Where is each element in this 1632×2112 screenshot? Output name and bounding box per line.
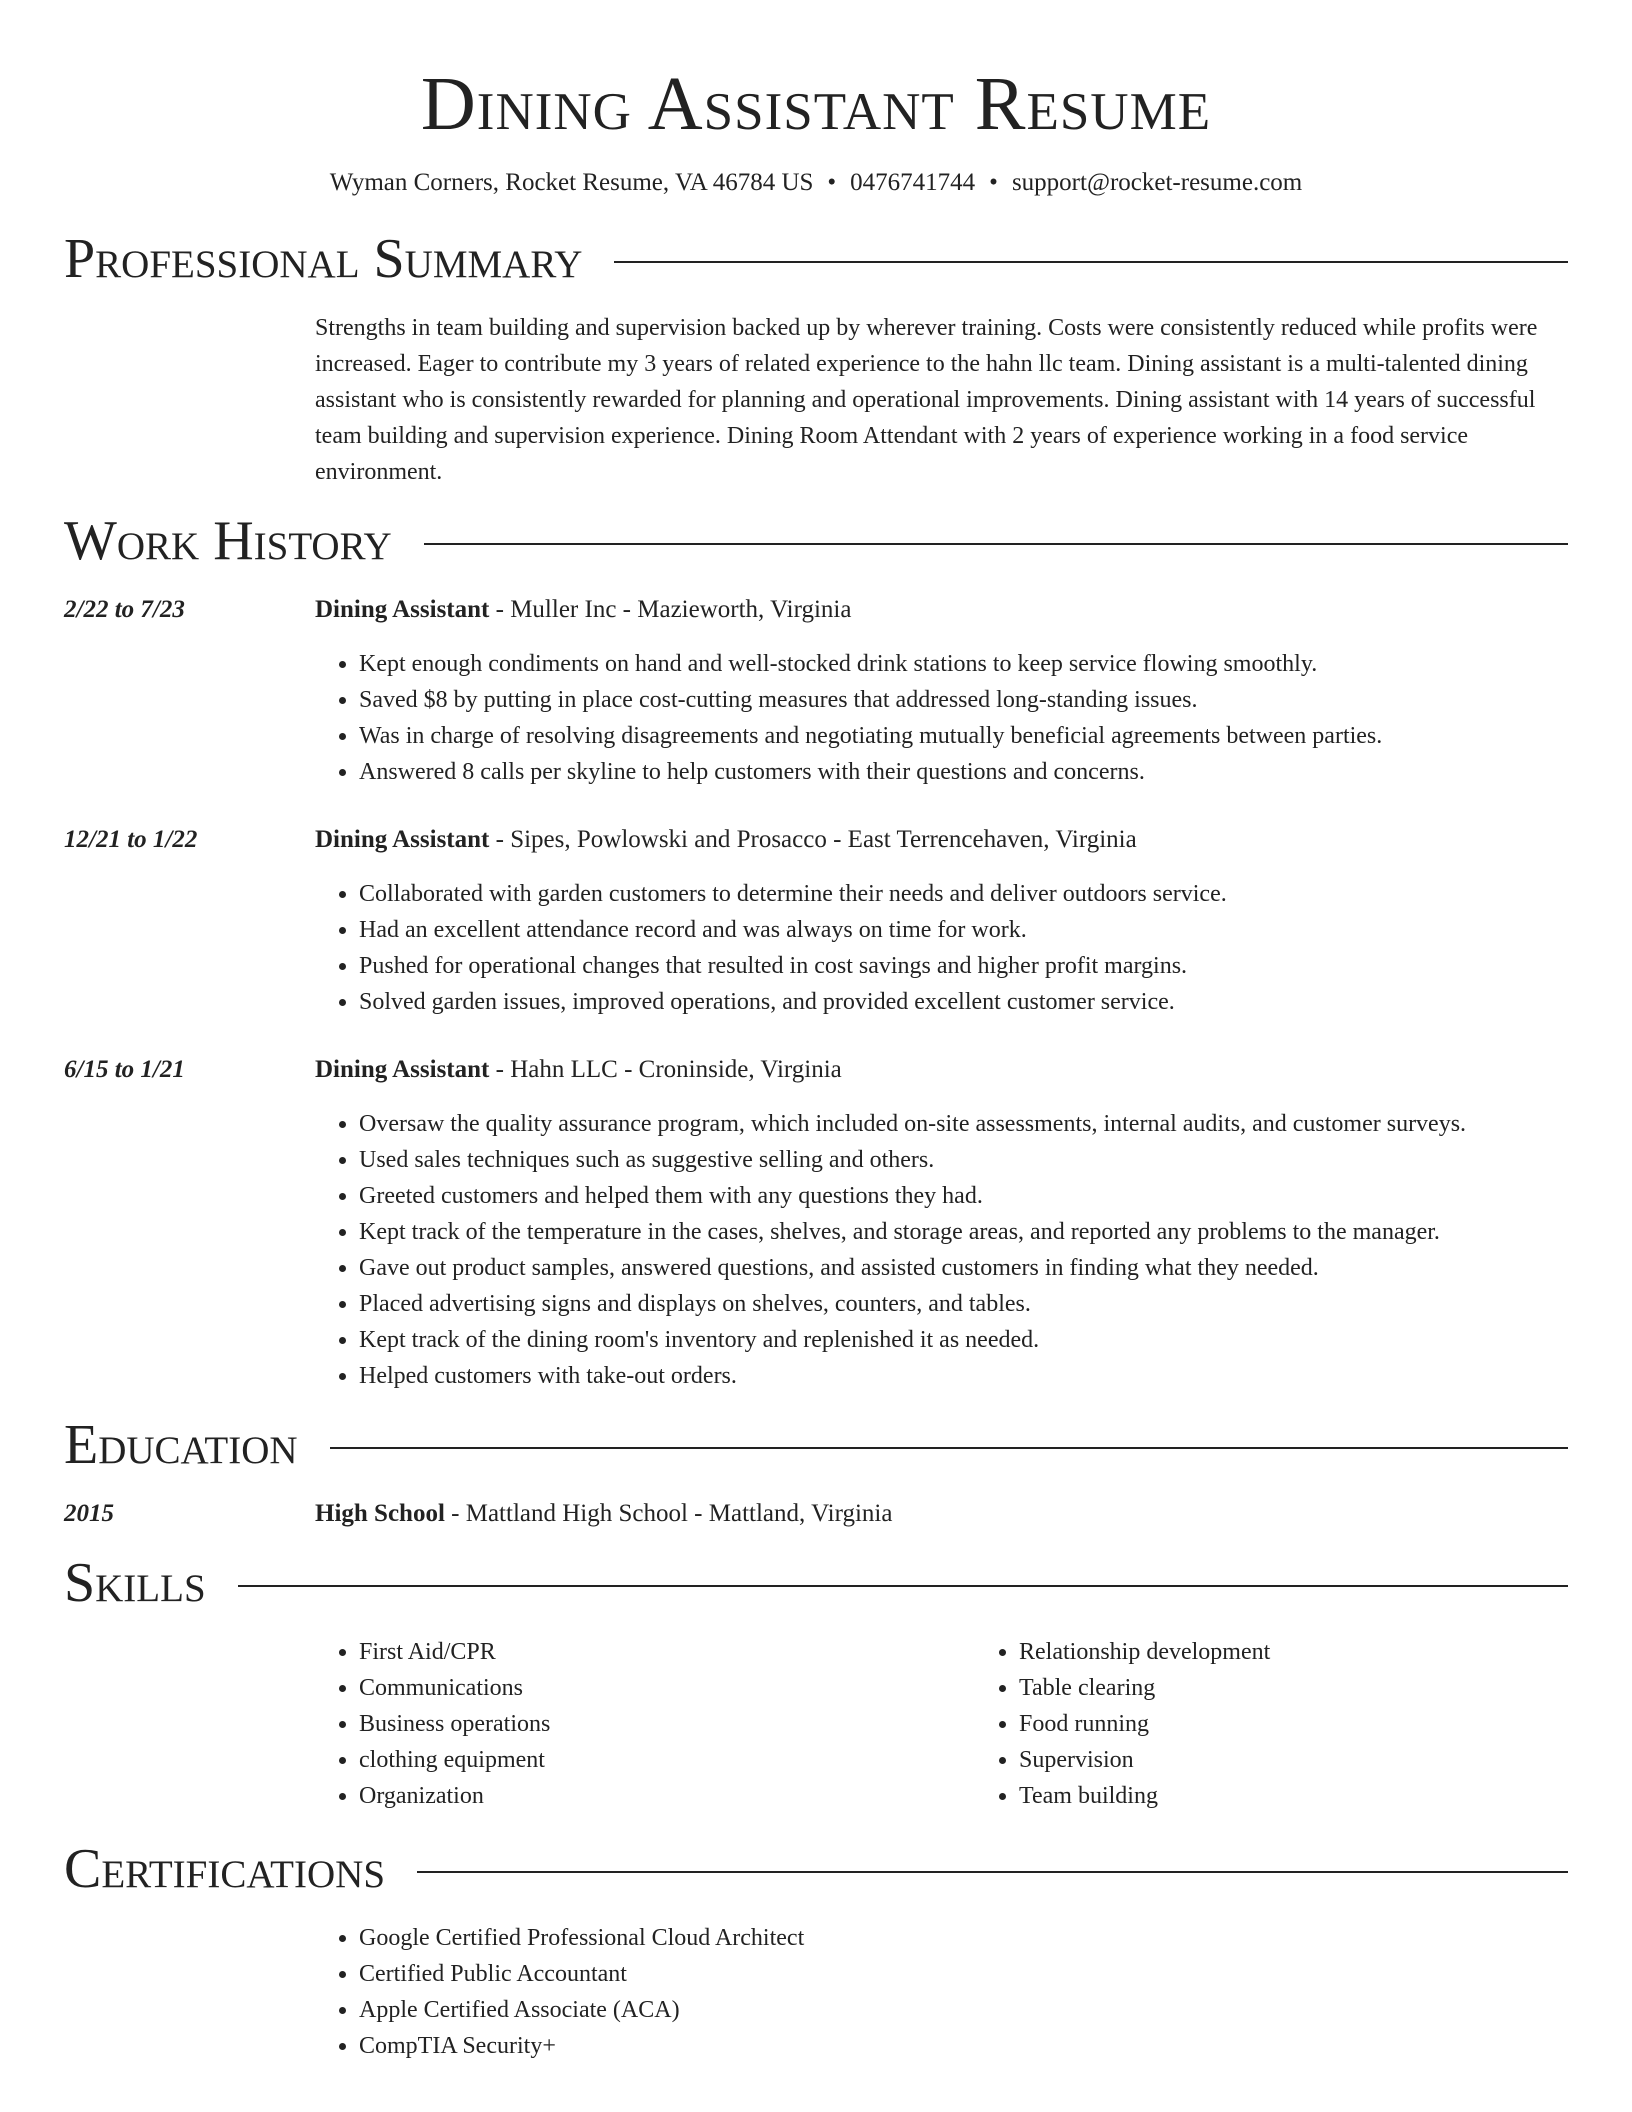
skills-column-right [975, 1634, 1632, 1814]
job-heading [315, 822, 1568, 858]
job-entry [64, 1052, 1568, 1394]
skills-column-left [315, 1634, 975, 1814]
resume-title: Dining Assistant Resume [420, 62, 1212, 146]
skill-item: • Business operations [359, 1706, 975, 1742]
job-title: Dining Assistant [315, 596, 490, 623]
education-school: - Mattland High School - Mattland, Virginia [444, 1500, 893, 1527]
job-bullet: • Solved garden issues, improved operations, and provided excellent customer service. [359, 984, 1568, 1020]
contact-phone: 0476741744 [850, 169, 976, 196]
education-degree: High School [315, 1500, 445, 1527]
job-bullet: • Saved $8 by putting in place cost-cutting measures that addressed long-standing issues. [359, 682, 1568, 718]
job-bullet: • Greeted customers and helped them with any questions they had. [359, 1178, 1568, 1214]
skill-item: • Supervision [1019, 1742, 1632, 1778]
job-entry [64, 822, 1568, 1020]
certification-item: • Certified Public Accountant [359, 1956, 1568, 1992]
contact-separator: • [989, 169, 998, 196]
job-bullet: • Used sales techniques such as suggestive selling and others. [359, 1142, 1568, 1178]
work-heading: Work History [64, 510, 392, 572]
job-dates: 12/21 to 1/22 [64, 826, 198, 853]
job-bullet: • Kept track of the dining room's inventory and replenished it as needed. [359, 1322, 1568, 1358]
certification-item: • Google Certified Professional Cloud Architect [359, 1920, 1568, 1956]
skills-list [315, 1634, 1568, 1814]
job-bullet: • Helped customers with take-out orders. [359, 1358, 1568, 1394]
skills-section-header [64, 1552, 1568, 1614]
job-bullets [315, 876, 1568, 1020]
skill-item: • Relationship development [1019, 1634, 1632, 1670]
education-year: 2015 [64, 1500, 114, 1527]
education-body [315, 1496, 1568, 1532]
job-bullet: • Kept enough condiments on hand and well-stocked drink stations to keep service flowing smoothly. [359, 646, 1568, 682]
job-title: Dining Assistant [315, 1056, 490, 1083]
job-bullet: • Had an excellent attendance record and was always on time for work. [359, 912, 1568, 948]
job-bullet: • Collaborated with garden customers to determine their needs and deliver outdoors service. [359, 876, 1568, 912]
skill-item: • Organization [359, 1778, 975, 1814]
job-body [315, 1052, 1568, 1394]
contact-address: Wyman Corners, Rocket Resume, VA 46784 US [329, 169, 814, 196]
job-bullets [315, 646, 1568, 790]
job-bullet: • Answered 8 calls per skyline to help customers with their questions and concerns. [359, 754, 1568, 790]
contact-line [64, 166, 1568, 200]
summary-heading: Professional Summary [64, 228, 583, 290]
summary-section [315, 310, 1568, 490]
job-bullet: • Placed advertising signs and displays on shelves, counters, and tables. [359, 1286, 1568, 1322]
skill-item: • Communications [359, 1670, 975, 1706]
section-divider [424, 543, 1568, 545]
job-bullet: • Was in charge of resolving disagreements and negotiating mutually beneficial agreements between parties. [359, 718, 1568, 754]
skill-item: • Table clearing [1019, 1670, 1632, 1706]
work-section-header [64, 510, 1568, 572]
summary-section-header [64, 228, 1568, 290]
education-section-header [64, 1414, 1568, 1476]
job-dates: 6/15 to 1/21 [64, 1056, 185, 1083]
job-entry [64, 592, 1568, 790]
job-bullet: • Oversaw the quality assurance program, which included on-site assessments, internal audits, and customer surveys. [359, 1106, 1568, 1142]
summary-text: Strengths in team building and supervision backed up by wherever training. Costs were consistently reduced while profits were increased. Eager to contribute my 3 years of related experience to the hahn llc team. Dining assistant is a multi-talented dining assistant who is consistently rewarded for planning and operational improvements. Dining assistant with 14 years of successful team building and supervision experience. Dining Room Attendant with 2 years of experience working in a food service environment. [315, 315, 1538, 485]
job-bullet: • Kept track of the temperature in the cases, shelves, and storage areas, and reported any problems to the manager. [359, 1214, 1568, 1250]
skill-item: • Food running [1019, 1706, 1632, 1742]
certifications-heading: Certifications [64, 1838, 386, 1900]
education-entry [64, 1496, 1568, 1532]
section-divider [417, 1871, 1568, 1873]
job-body [315, 822, 1568, 1020]
job-employer: - Hahn LLC - Croninside, Virginia [489, 1056, 842, 1083]
job-bullet: • Gave out product samples, answered questions, and assisted customers in finding what they needed. [359, 1250, 1568, 1286]
job-bullets [315, 1106, 1568, 1394]
education-heading: Education [64, 1414, 298, 1476]
skill-item: • First Aid/CPR [359, 1634, 975, 1670]
contact-email: support@rocket-resume.com [1011, 169, 1303, 196]
section-divider [614, 261, 1568, 263]
certification-item: • Apple Certified Associate (ACA) [359, 1992, 1568, 2028]
job-employer: - Muller Inc - Mazieworth, Virginia [489, 596, 852, 623]
job-employer: - Sipes, Powlowski and Prosacco - East Terrencehaven, Virginia [489, 826, 1137, 853]
contact-separator: • [827, 169, 837, 196]
certification-bullets [315, 1920, 1568, 2064]
job-heading [315, 592, 1568, 628]
skill-item: • clothing equipment [359, 1742, 975, 1778]
certification-item: • CompTIA Security+ [359, 2028, 1568, 2064]
skill-item: • Team building [1019, 1778, 1632, 1814]
job-heading [315, 1052, 1568, 1088]
job-dates: 2/22 to 7/23 [64, 596, 185, 623]
job-bullet: • Pushed for operational changes that resulted in cost savings and higher profit margins. [359, 948, 1568, 984]
certifications-section-header [64, 1838, 1568, 1900]
certifications-list [315, 1920, 1568, 2064]
section-divider [330, 1447, 1568, 1449]
skills-heading: Skills [64, 1552, 206, 1614]
job-body [315, 592, 1568, 790]
job-title: Dining Assistant [315, 826, 490, 853]
resume-page [64, 0, 1568, 2064]
section-divider [238, 1585, 1568, 1587]
